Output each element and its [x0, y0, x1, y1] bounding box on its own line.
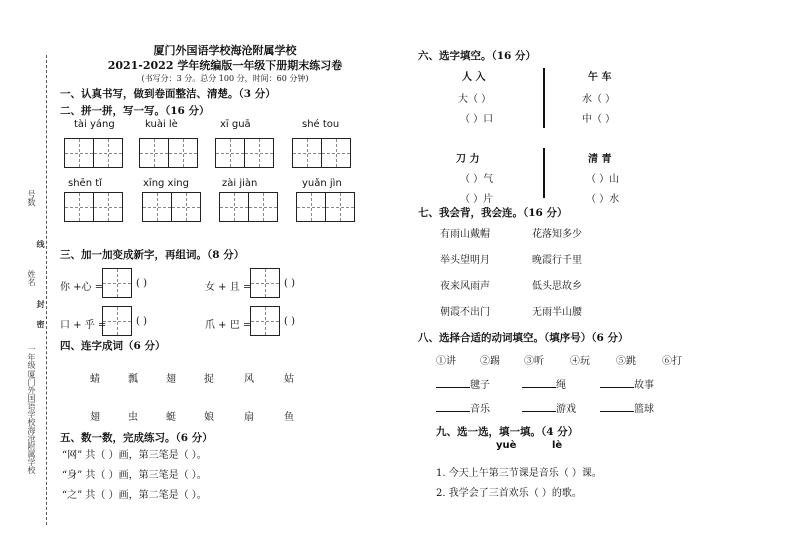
poem-right-1[interactable]: 花落知多少	[532, 229, 582, 240]
verb-option-2: ②踢	[480, 356, 500, 367]
pinyin-2: kuài lè	[145, 119, 178, 130]
combine-a-box[interactable]	[102, 268, 132, 298]
side-grade: 一年级	[27, 345, 36, 369]
pinyin-1: tài yáng	[74, 119, 115, 130]
poem-left-3[interactable]: 夜来风雨声	[440, 281, 490, 292]
verb-fill-5[interactable]: 游戏	[522, 400, 576, 415]
combine-b-box[interactable]	[250, 268, 280, 298]
group4-head: 清 青	[588, 154, 612, 165]
section-5-title: 五、数一数，完成练习。（6 分）	[60, 432, 213, 444]
choice-question-1[interactable]: 1. 今天上午第三节课是音乐（ ）课。	[436, 468, 602, 479]
section-6-title: 六、选字填空。（16 分）	[418, 50, 537, 62]
pinyin-5: shēn tǐ	[68, 178, 102, 189]
connect-bottom-2[interactable]: 虫	[128, 412, 138, 423]
connect-bottom-5[interactable]: 扇	[244, 412, 254, 423]
poem-right-3[interactable]: 低头思故乡	[532, 281, 582, 292]
write-grid-4[interactable]	[292, 138, 351, 170]
group4-a[interactable]: （ ）山	[586, 174, 620, 185]
combine-b-paren[interactable]: ( )	[284, 278, 295, 289]
pinyin-4: shé tou	[302, 119, 340, 130]
pinyin-8: yuǎn jìn	[302, 178, 342, 189]
write-grid-3[interactable]	[215, 138, 274, 170]
group1-a[interactable]: 大（ ）	[458, 94, 492, 105]
write-grid-1[interactable]	[64, 138, 123, 170]
write-grid-5[interactable]	[64, 192, 123, 224]
group2-b[interactable]: 中（ ）	[582, 114, 616, 125]
side-fold-dense: 密	[36, 320, 46, 328]
verb-fill-4[interactable]: 音乐	[436, 400, 490, 415]
connect-top-6[interactable]: 姑	[284, 374, 294, 385]
group3-a[interactable]: （ ）气	[460, 174, 494, 185]
pinyin-yue: yuè	[496, 440, 517, 451]
side-seat: 号数	[27, 190, 36, 206]
group2-head: 午 车	[588, 72, 612, 83]
header-score-note: (书写分：3 分。总分 100 分，时间：60 分钟)	[141, 74, 309, 83]
section-8-title: 八、选择合适的动词填空。（填序号）（6 分）	[418, 332, 629, 344]
combine-c-box[interactable]	[102, 306, 132, 336]
poem-right-4[interactable]: 无雨半山腰	[532, 307, 582, 318]
connect-top-1[interactable]: 蜻	[90, 374, 100, 385]
group3-head: 刀 力	[456, 154, 480, 165]
combine-d-box[interactable]	[250, 306, 280, 336]
write-grid-7[interactable]	[219, 192, 278, 224]
verb-fill-1[interactable]: 毽子	[436, 376, 490, 391]
group1-b[interactable]: （ ）口	[460, 114, 494, 125]
group2-a[interactable]: 水（ ）	[582, 94, 616, 105]
group1-head: 人 入	[462, 72, 486, 83]
header-school: 厦门外国语学校海沧附属学校	[153, 44, 297, 57]
pinyin-6: xīng xing	[143, 178, 189, 189]
section-7-title: 七、我会背，我会连。（16 分）	[418, 207, 568, 219]
section-9-title: 九、选一选，填一填。（4 分）	[436, 426, 579, 438]
connect-top-3[interactable]: 翅	[166, 374, 176, 385]
write-grid-6[interactable]	[142, 192, 201, 224]
verb-option-5: ⑤跳	[616, 356, 636, 367]
verb-option-3: ③听	[524, 356, 544, 367]
pinyin-7: zài jiàn	[222, 178, 258, 189]
connect-top-2[interactable]: 瓢	[128, 374, 138, 385]
verb-option-4: ④玩	[570, 356, 590, 367]
group-divider-2	[543, 148, 545, 198]
verb-option-1: ①讲	[436, 356, 456, 367]
combine-b: 女 + 且 =	[205, 282, 252, 293]
side-fold-seal: 封	[36, 300, 46, 308]
combine-d-paren[interactable]: ( )	[284, 316, 295, 327]
group4-b[interactable]: （ ）水	[586, 194, 620, 205]
connect-top-4[interactable]: 捉	[204, 374, 214, 385]
connect-top-5[interactable]: 风	[244, 374, 254, 385]
choice-question-2[interactable]: 2. 我学会了三首欢乐（ ）的歌。	[436, 488, 582, 499]
section-4-title: 四、连字成词（6 分）	[60, 340, 166, 352]
stroke-line-2[interactable]: “身” 共（ ）画，第三笔是（ ）。	[62, 470, 207, 481]
side-fold-line: 线	[36, 240, 46, 248]
connect-bottom-6[interactable]: 鱼	[284, 412, 294, 423]
pinyin-le: lè	[552, 440, 563, 451]
poem-left-4[interactable]: 朝霞不出门	[440, 307, 490, 318]
group3-b[interactable]: （ ）片	[460, 194, 494, 205]
verb-fill-3[interactable]: 故事	[600, 376, 654, 391]
write-grid-2[interactable]	[139, 138, 198, 170]
side-school: 厦门外国语学校海沧附属学校	[27, 370, 36, 474]
group-divider-1	[543, 68, 545, 128]
combine-c: 口 + 乎 =	[60, 320, 107, 331]
connect-bottom-3[interactable]: 蜓	[166, 412, 176, 423]
stroke-line-1[interactable]: “网” 共（ ）画，第三笔是（ ）。	[62, 450, 207, 461]
binding-line	[46, 55, 47, 525]
side-name: 姓名	[27, 270, 36, 286]
poem-left-2[interactable]: 举头望明月	[440, 255, 490, 266]
verb-option-6: ⑥打	[662, 356, 682, 367]
write-grid-8[interactable]	[296, 192, 355, 224]
stroke-line-3[interactable]: “之” 共（ ）画，第二笔是（ ）。	[62, 490, 207, 501]
connect-bottom-1[interactable]: 翅	[90, 412, 100, 423]
header-title: 2021-2022 学年统编版一年级下册期末练习卷	[107, 59, 343, 72]
section-1-title: 一、认真书写，做到卷面整洁、清楚。（3 分）	[60, 88, 276, 100]
section-2-title: 二、拼一拼，写一写。（16 分）	[60, 105, 210, 117]
verb-fill-2[interactable]: 绳	[522, 376, 566, 391]
poem-left-1[interactable]: 有雨山戴帽	[440, 229, 490, 240]
connect-bottom-4[interactable]: 娘	[204, 412, 214, 423]
combine-a: 你 +心 =	[60, 282, 104, 293]
verb-fill-6[interactable]: 篮球	[600, 400, 654, 415]
section-3-title: 三、加一加变成新字，再组词。（8 分）	[60, 249, 245, 261]
combine-d: 爪 + 巴 =	[205, 320, 252, 331]
pinyin-3: xī guā	[220, 119, 251, 130]
combine-a-paren[interactable]: ( )	[136, 278, 147, 289]
combine-c-paren[interactable]: ( )	[136, 316, 147, 327]
poem-right-2[interactable]: 晚霞行千里	[532, 255, 582, 266]
